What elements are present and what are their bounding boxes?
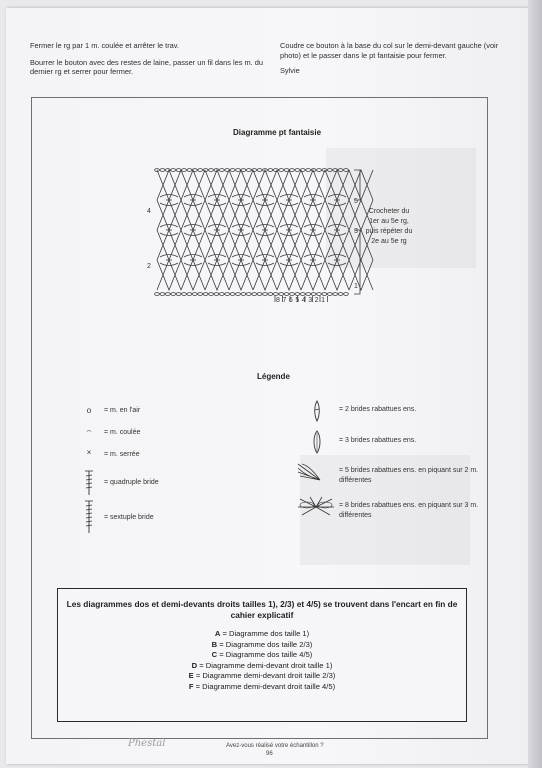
notice-item-d: D = Diagramme demi-devant droit taille 1) — [191, 660, 333, 670]
sextuple-treble-icon — [83, 500, 95, 534]
lattice-line — [349, 170, 373, 200]
notice-heading: Les diagrammes dos et demi-devants droits tailles 1), 2/3) et 4/5) se trouvent dans l'encart en fin de cahier explicatif — [66, 599, 458, 620]
lattice-line — [349, 260, 373, 290]
row-label-2: 2 — [147, 263, 151, 270]
top-left-paragraph-1: Fermer le rg par 1 m. coulée et arrêter le trav. — [30, 41, 179, 50]
chain-mark — [344, 293, 349, 296]
notice-item-a: A = Diagramme dos taille 1) — [214, 629, 310, 638]
chain-mark — [236, 293, 241, 296]
notice-item-c: C = Diagramme dos taille 4/5) — [211, 650, 313, 660]
chain-mark — [295, 169, 300, 172]
chain-mark — [246, 293, 251, 296]
chain-mark — [284, 293, 289, 296]
top-right-text — [280, 41, 520, 76]
signature: Sylvie — [280, 66, 300, 76]
chain-mark — [241, 293, 246, 296]
chain-mark — [230, 293, 235, 296]
lattice-line — [253, 230, 277, 260]
chain-mark — [192, 293, 197, 296]
chain-mark — [300, 293, 305, 296]
three-trebles-closed-icon — [310, 430, 324, 454]
chain-mark — [252, 293, 257, 296]
chain-mark — [236, 169, 241, 172]
lattice-line — [253, 200, 277, 230]
lattice-line — [157, 200, 181, 230]
two-trebles-closed-icon — [310, 400, 324, 422]
eight-trebles-closed-icon — [296, 495, 336, 521]
lattice-line — [157, 170, 181, 200]
chain-mark — [317, 169, 322, 172]
chain-mark — [203, 293, 208, 296]
chain-mark — [257, 293, 262, 296]
lattice-line — [205, 170, 229, 200]
lattice-line — [301, 200, 325, 230]
brand-logo: Phestal — [128, 738, 166, 749]
chain-mark — [338, 169, 343, 172]
lattice-line — [325, 200, 349, 230]
lattice-line — [229, 170, 253, 200]
chain-mark — [171, 169, 176, 172]
lattice-line — [325, 260, 349, 290]
legend-single-crochet: = m. serrée — [104, 451, 140, 458]
row-label-4: 4 — [147, 208, 151, 215]
lattice-line — [157, 170, 181, 200]
lattice-line — [181, 230, 205, 260]
lattice-line — [253, 260, 277, 290]
lattice-line — [253, 230, 277, 260]
chain-mark — [176, 293, 181, 296]
chain-mark — [171, 293, 176, 296]
lattice-line — [301, 230, 325, 260]
chain-mark — [214, 293, 219, 296]
chain-mark — [209, 293, 214, 296]
lattice-line — [229, 260, 253, 290]
lattice-line — [253, 170, 277, 200]
lattice-line — [325, 230, 349, 260]
lattice-line — [277, 200, 301, 230]
lattice-line — [325, 230, 349, 260]
lattice-line — [253, 170, 277, 200]
chain-mark — [338, 293, 343, 296]
row-label-3: 3 — [354, 228, 358, 235]
legend-title: Légende — [257, 372, 290, 381]
repeat-note: Crocheter du 1er au 5e rg, puis répéter du 2e au 5e rg — [365, 208, 413, 245]
lattice-line — [277, 230, 301, 260]
chain-mark — [155, 293, 160, 296]
chain-mark — [306, 293, 311, 296]
chain-mark — [311, 293, 316, 296]
chain-mark — [306, 169, 311, 172]
row-label-5: 5 — [354, 198, 358, 205]
notice-list — [58, 629, 466, 693]
lattice-line — [229, 200, 253, 230]
slip-stitch-icon: ⌢ — [86, 426, 92, 435]
stitch-numbers: 8 7 6 5 4 3 2 1 — [276, 297, 326, 304]
chain-mark — [257, 169, 262, 172]
lattice-line — [349, 260, 373, 290]
chain-icon: o — [86, 406, 92, 415]
chain-mark — [268, 293, 273, 296]
lattice-line — [325, 200, 349, 230]
chain-mark — [327, 169, 332, 172]
lattice-line — [301, 230, 325, 260]
lattice-line — [325, 170, 349, 200]
page-edge — [528, 0, 542, 768]
lattice-line — [205, 230, 229, 260]
diagram-title: Diagramme pt fantaisie — [233, 128, 322, 137]
lattice-line — [181, 260, 205, 290]
notice-item-e: E = Diagramme demi-devant droit taille 2/3) — [188, 671, 336, 681]
lattice-line — [181, 200, 205, 230]
lattice-line — [301, 170, 325, 200]
chain-mark — [295, 293, 300, 296]
chain-mark — [327, 293, 332, 296]
lattice-line — [325, 260, 349, 290]
lattice-line — [157, 230, 181, 260]
lattice-line — [181, 200, 205, 230]
lattice-line — [181, 230, 205, 260]
lattice-line — [277, 170, 301, 200]
lattice-line — [157, 200, 181, 230]
chain-mark — [160, 293, 165, 296]
chain-mark — [182, 169, 187, 172]
legend-chain: = m. en l'air — [104, 407, 141, 414]
chain-mark — [333, 293, 338, 296]
top-right-paragraph: Coudre ce bouton à la base du col sur le demi-devant gauche (voir photo) et le passer dans le pt fantaisie pour fermer. — [280, 41, 499, 60]
lattice-line — [205, 260, 229, 290]
chain-mark — [219, 169, 224, 172]
lattice-line — [253, 260, 277, 290]
lattice-line — [205, 200, 229, 230]
chain-mark — [279, 293, 284, 296]
lattice-line — [229, 260, 253, 290]
chain-mark — [290, 169, 295, 172]
lattice-line — [325, 170, 349, 200]
chain-mark — [187, 169, 192, 172]
five-trebles-closed-icon — [296, 462, 322, 482]
lattice-line — [157, 230, 181, 260]
lattice-line — [349, 170, 373, 200]
lattice-line — [157, 260, 181, 290]
legend-three-trebles: = 3 brides rabattues ens. — [339, 437, 417, 444]
lattice-line — [157, 260, 181, 290]
chain-mark — [322, 293, 327, 296]
single-crochet-icon: × — [86, 448, 92, 457]
lattice-line — [229, 230, 253, 260]
lattice-line — [277, 260, 301, 290]
chain-mark — [198, 169, 203, 172]
legend-eight-trebles: = 8 brides rabattues ens. en piquant sur 3 m. différentes — [339, 502, 479, 519]
chain-mark — [219, 293, 224, 296]
lattice-line — [277, 200, 301, 230]
chain-mark — [263, 293, 268, 296]
lattice-line — [301, 200, 325, 230]
chain-mark — [344, 169, 349, 172]
lattice-line — [277, 230, 301, 260]
chain-mark — [246, 169, 251, 172]
chain-mark — [290, 293, 295, 296]
chain-mark — [279, 169, 284, 172]
legend-sextuple-treble: = sextuple bride — [104, 514, 154, 521]
chain-mark — [160, 169, 165, 172]
lattice-line — [301, 260, 325, 290]
chain-mark — [273, 293, 278, 296]
lattice-line — [229, 230, 253, 260]
chain-mark — [317, 293, 322, 296]
row-label-1: 1 — [354, 283, 358, 290]
legend-slip-stitch: = m. coulée — [104, 429, 141, 436]
lattice-line — [277, 170, 301, 200]
quadruple-treble-icon — [83, 470, 95, 496]
lattice-line — [205, 230, 229, 260]
lattice-line — [205, 200, 229, 230]
top-left-paragraph-2: Bourrer le bouton avec des restes de laine, passer un fil dans les m. du dernier rg et serrer pour fermer. — [30, 57, 263, 77]
lattice-line — [301, 260, 325, 290]
lattice-line — [229, 170, 253, 200]
lattice-line — [229, 200, 253, 230]
page-number: 96 — [266, 751, 273, 757]
lattice-line — [277, 260, 301, 290]
lattice-line — [205, 260, 229, 290]
top-left-text — [30, 41, 265, 77]
chain-mark — [198, 293, 203, 296]
notice-item-b: B = Diagramme dos taille 2/3) — [211, 639, 313, 649]
lattice-line — [301, 170, 325, 200]
lattice-line — [253, 200, 277, 230]
lattice-line — [205, 170, 229, 200]
lattice-line — [181, 170, 205, 200]
chain-mark — [230, 169, 235, 172]
stitch-diagram — [145, 150, 375, 315]
notice-item-f: F = Diagramme demi-devant droit taille 4/5) — [188, 681, 336, 691]
legend-quadruple-treble: = quadruple bride — [104, 479, 159, 486]
lattice-line — [181, 170, 205, 200]
notice-box — [57, 588, 467, 722]
chain-mark — [268, 169, 273, 172]
chain-mark — [187, 293, 192, 296]
chain-mark — [225, 293, 230, 296]
legend-two-trebles: = 2 brides rabattues ens. — [339, 406, 417, 413]
chain-mark — [165, 293, 170, 296]
legend-five-trebles: = 5 brides rabattues ens. en piquant sur 2 m. différentes — [339, 467, 479, 484]
footer-question: Avez-vous réalisé votre échantillon ? — [226, 743, 324, 749]
chain-mark — [182, 293, 187, 296]
chain-mark — [209, 169, 214, 172]
lattice-line — [181, 260, 205, 290]
